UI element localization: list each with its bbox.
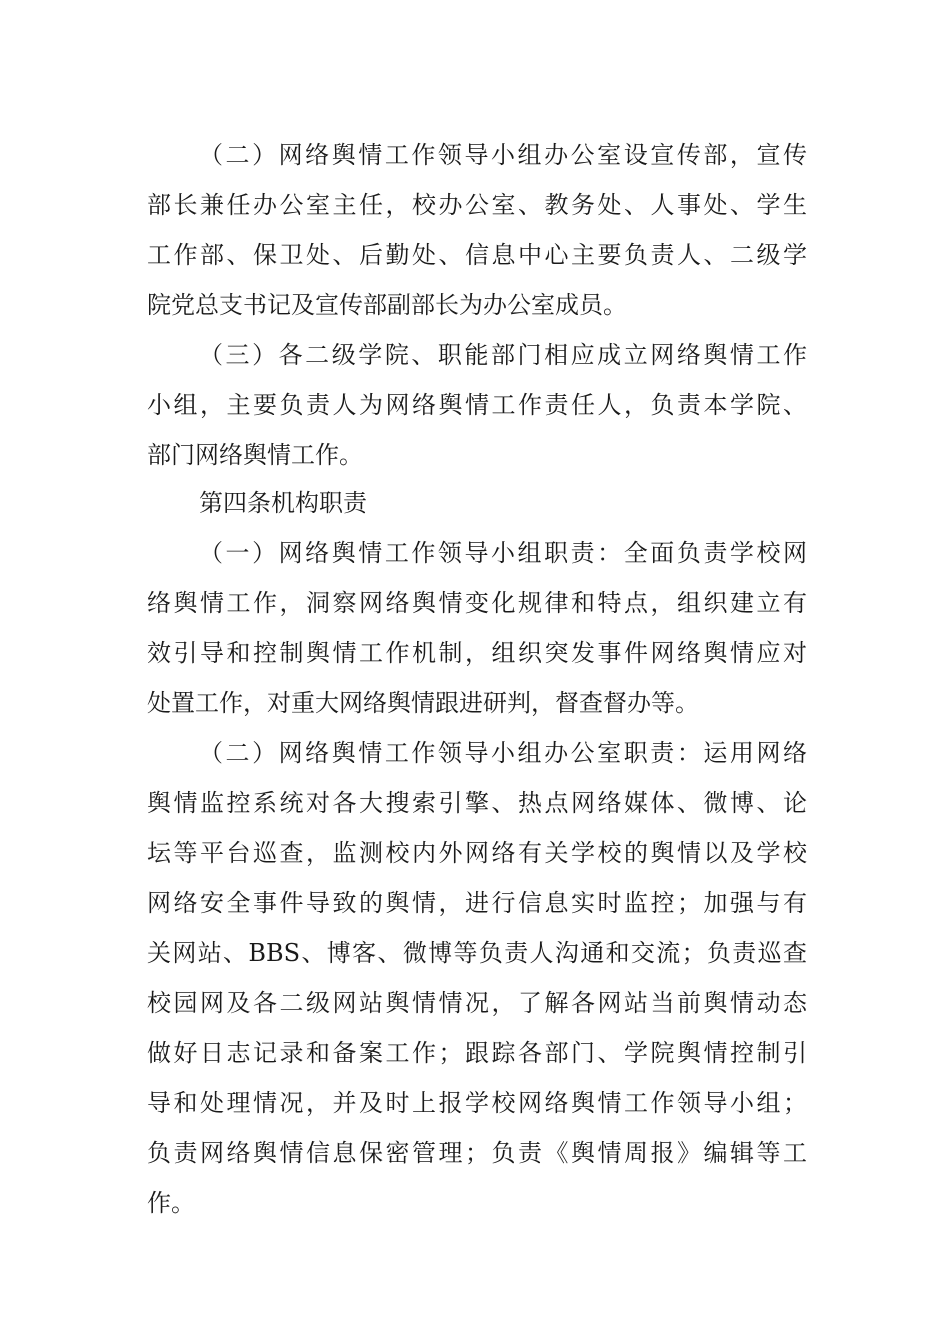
text-line: 关网站、BBS、博客、微博等负责人沟通和交流；负责巡查 xyxy=(147,939,807,967)
text-line: 负责网络舆情信息保密管理；负责《舆情周报》编辑等工 xyxy=(147,1139,807,1167)
text-line: （三）各二级学院、职能部门相应成立网络舆情工作 xyxy=(199,341,807,369)
section-heading: 第四条机构职责 xyxy=(199,489,367,517)
text-line: （二）网络舆情工作领导小组办公室职责：运用网络 xyxy=(199,739,807,767)
text-line: 院党总支书记及宣传部副部长为办公室成员。 xyxy=(147,291,627,319)
text-line: 舆情监控系统对各大搜索引擎、热点网络媒体、微博、论 xyxy=(147,789,807,817)
text-line: 网络安全事件导致的舆情，进行信息实时监控；加强与有 xyxy=(147,889,807,917)
text-line: 小组，主要负责人为网络舆情工作责任人，负责本学院、 xyxy=(147,391,807,419)
text-line: 络舆情工作，洞察网络舆情变化规律和特点，组织建立有 xyxy=(147,589,807,617)
text-line: 部门网络舆情工作。 xyxy=(147,441,363,469)
text-line: （一）网络舆情工作领导小组职责：全面负责学校网 xyxy=(199,539,807,567)
text-line: 处置工作，对重大网络舆情跟进研判，督查督办等。 xyxy=(147,689,699,717)
text-line: 校园网及各二级网站舆情情况，了解各网站当前舆情动态 xyxy=(147,989,807,1017)
text-line: 工作部、保卫处、后勤处、信息中心主要负责人、二级学 xyxy=(147,241,807,269)
text-line: 作。 xyxy=(147,1189,195,1217)
text-line: 部长兼任办公室主任，校办公室、教务处、人事处、学生 xyxy=(147,191,807,219)
text-line: 导和处理情况，并及时上报学校网络舆情工作领导小组； xyxy=(147,1089,807,1117)
text-line: 坛等平台巡查，监测校内外网络有关学校的舆情以及学校 xyxy=(147,839,807,867)
text-line: （二）网络舆情工作领导小组办公室设宣传部，宣传 xyxy=(199,141,807,169)
text-line: 效引导和控制舆情工作机制，组织突发事件网络舆情应对 xyxy=(147,639,807,667)
text-line: 做好日志记录和备案工作；跟踪各部门、学院舆情控制引 xyxy=(147,1039,807,1067)
